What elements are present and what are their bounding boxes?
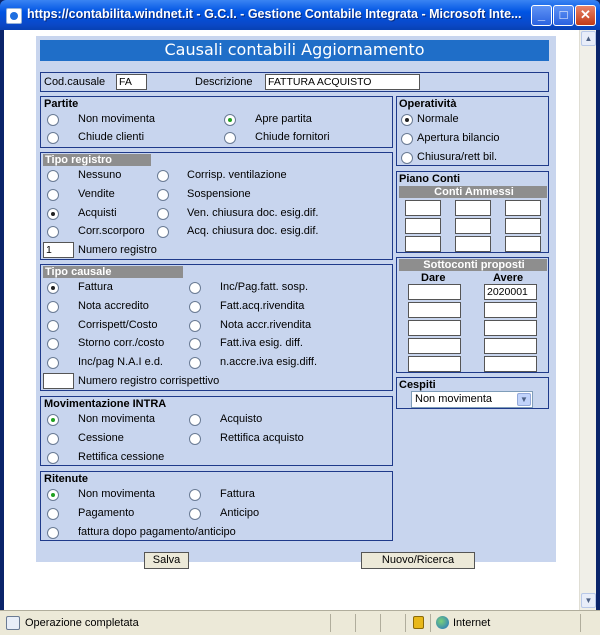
- conto-ammesso-input[interactable]: [505, 236, 541, 252]
- ritenute-fattura-radio[interactable]: [189, 489, 201, 501]
- descrizione-input[interactable]: FATTURA ACQUISTO: [265, 74, 420, 90]
- dare-input[interactable]: [408, 284, 461, 300]
- conto-ammesso-input[interactable]: [505, 218, 541, 234]
- dare-input[interactable]: [408, 302, 461, 318]
- minimize-button[interactable]: _: [531, 5, 552, 26]
- tipo-registro-section: [40, 152, 393, 260]
- intra-option-label: Cessione: [78, 432, 124, 444]
- numero-registro-corrispettivo-input[interactable]: [43, 373, 74, 389]
- registro-option-label: Corrisp. ventilazione: [187, 169, 287, 181]
- intra-section: [40, 396, 393, 466]
- causale-option-label: Fattura: [78, 281, 113, 293]
- causale-nota-accr-rivendita-radio[interactable]: [189, 320, 201, 332]
- conto-ammesso-input[interactable]: [405, 236, 441, 252]
- partite-title: Partite: [44, 98, 79, 110]
- vertical-scrollbar[interactable]: [579, 30, 596, 610]
- cod-causale-row: [40, 72, 549, 92]
- operativita-normale-radio[interactable]: [401, 114, 413, 126]
- ritenute-section: [40, 471, 393, 541]
- ritenute-option-label: Fattura: [220, 488, 255, 500]
- operativita-section: [396, 96, 549, 166]
- registro-corrisp-ventilazione-radio[interactable]: [157, 170, 169, 182]
- intra-option-label: Rettifica cessione: [78, 451, 165, 463]
- conto-ammesso-input[interactable]: [455, 218, 491, 234]
- window-title: https://contabilita.windnet.it - G.C.I. - Gestione Contabile Integrata - Microsoft Inte...: [27, 7, 522, 21]
- ritenute-title: Ritenute: [44, 473, 88, 485]
- ritenute-option-label: fattura dopo pagamento/anticipo: [78, 526, 236, 538]
- conto-ammesso-input[interactable]: [505, 200, 541, 216]
- operativita-apertura-radio[interactable]: [401, 133, 413, 145]
- operativita-title: Operatività: [399, 98, 457, 110]
- causale-option-label: Nota accredito: [78, 300, 149, 312]
- causale-storno-radio[interactable]: [47, 338, 59, 350]
- cod-causale-input[interactable]: FA: [116, 74, 147, 90]
- registro-option-label: Vendite: [78, 188, 115, 200]
- numero-registro-input[interactable]: 1: [43, 242, 74, 258]
- cespiti-select[interactable]: [411, 391, 533, 408]
- ritenute-anticipo-radio[interactable]: [189, 508, 201, 520]
- ritenute-pagamento-radio[interactable]: [47, 508, 59, 520]
- registro-option-label: Ven. chiusura doc. esig.dif.: [187, 207, 319, 219]
- causale-option-label: Fatt.acq.rivendita: [220, 300, 305, 312]
- causale-corrispett-costo-radio[interactable]: [47, 320, 59, 332]
- status-text: Operazione completata: [25, 617, 139, 629]
- window-titlebar: [0, 0, 600, 30]
- ritenute-non-movimenta-radio[interactable]: [47, 489, 59, 501]
- cespiti-section: [396, 377, 549, 409]
- intra-acquisto-radio[interactable]: [189, 414, 201, 426]
- dare-input[interactable]: [408, 338, 461, 354]
- causale-inc-pag-nai-radio[interactable]: [47, 357, 59, 369]
- tipo-registro-title: Tipo registro: [43, 154, 151, 166]
- piano-conti-title: Piano Conti: [399, 173, 461, 185]
- page-icon: [6, 616, 20, 630]
- page-content: [4, 30, 596, 610]
- avere-label: Avere: [493, 272, 524, 284]
- ritenute-option-label: Non movimenta: [78, 488, 156, 500]
- operativita-option-label: Normale: [417, 113, 459, 125]
- avere-input[interactable]: [484, 320, 537, 336]
- causale-fatt-iva-esig-radio[interactable]: [189, 338, 201, 350]
- conto-ammesso-input[interactable]: [455, 236, 491, 252]
- conto-ammesso-input[interactable]: [405, 218, 441, 234]
- registro-option-label: Nessuno: [78, 169, 122, 181]
- maximize-button[interactable]: □: [553, 5, 574, 26]
- causale-n-accre-iva-radio[interactable]: [189, 357, 201, 369]
- causale-option-label: Nota accr.rivendita: [220, 319, 312, 331]
- operativita-chiusura-radio[interactable]: [401, 152, 413, 164]
- partite-option-label: Non movimenta: [78, 113, 156, 125]
- avere-input[interactable]: [484, 356, 537, 372]
- partite-chiude-clienti-radio[interactable]: [47, 132, 59, 144]
- page-title: Causali contabili Aggiornamento: [40, 40, 549, 61]
- conto-ammesso-input[interactable]: [405, 200, 441, 216]
- operativita-option-label: Apertura bilancio: [417, 132, 500, 144]
- partite-non-movimenta-radio[interactable]: [47, 114, 59, 126]
- avere-input[interactable]: [484, 302, 537, 318]
- causale-inc-pag-sosp-radio[interactable]: [189, 282, 201, 294]
- dare-input[interactable]: [408, 356, 461, 372]
- conti-ammessi-header: Conti Ammessi: [399, 186, 547, 198]
- numero-registro-label: Numero registro: [78, 244, 157, 256]
- causale-option-label: Inc/pag N.A.I e.d.: [78, 356, 163, 368]
- partite-chiude-fornitori-radio[interactable]: [224, 132, 236, 144]
- chevron-down-icon[interactable]: ▼: [517, 393, 531, 406]
- conto-ammesso-input[interactable]: [455, 200, 491, 216]
- status-bar: [0, 610, 600, 635]
- dare-input[interactable]: [408, 320, 461, 336]
- registro-sospensione-radio[interactable]: [157, 189, 169, 201]
- scroll-down-icon[interactable]: ▼: [581, 593, 596, 608]
- causale-fattura-radio[interactable]: [47, 282, 59, 294]
- registro-option-label: Corr.scorporo: [78, 225, 145, 237]
- tipo-causale-title: Tipo causale: [43, 266, 183, 278]
- partite-apre-partita-radio[interactable]: [224, 114, 236, 126]
- avere-input[interactable]: 2020001: [484, 284, 537, 300]
- intra-option-label: Non movimenta: [78, 413, 156, 425]
- causale-nota-accredito-radio[interactable]: [47, 301, 59, 313]
- causale-option-label: n.accre.iva esig.diff.: [220, 356, 318, 368]
- piano-conti-section: [396, 171, 549, 253]
- causale-fatt-acq-rivendita-radio[interactable]: [189, 301, 201, 313]
- tipo-causale-section: [40, 264, 393, 391]
- registro-corr-scorporo-radio[interactable]: [47, 226, 59, 238]
- sottoconti-title: Sottoconti proposti: [399, 259, 547, 271]
- globe-icon: [436, 616, 449, 629]
- partite-option-label: Chiude clienti: [78, 131, 145, 143]
- lock-icon: [413, 616, 424, 629]
- operativita-option-label: Chiusura/rett bil.: [417, 151, 498, 163]
- registro-option-label: Sospensione: [187, 188, 251, 200]
- intra-cessione-radio[interactable]: [47, 433, 59, 445]
- intra-title: Movimentazione INTRA: [44, 398, 167, 410]
- intra-option-label: Rettifica acquisto: [220, 432, 304, 444]
- save-button[interactable]: Salva: [144, 552, 189, 569]
- causale-option-label: Storno corr./costo: [78, 337, 165, 349]
- cespiti-select-value: Non movimenta: [415, 393, 493, 405]
- cod-causale-label: Cod.causale: [44, 76, 106, 88]
- registro-option-label: Acq. chiusura doc. esig.dif.: [187, 225, 319, 237]
- browser-icon: [6, 8, 22, 24]
- intra-rettifica-cessione-radio[interactable]: [47, 452, 59, 464]
- cespiti-title: Cespiti: [399, 379, 436, 391]
- partite-section: [40, 96, 393, 148]
- partite-option-label: Chiude fornitori: [255, 131, 330, 143]
- registro-option-label: Acquisti: [78, 207, 117, 219]
- registro-acq-chiusura-radio[interactable]: [157, 226, 169, 238]
- new-search-button[interactable]: Nuovo/Ricerca: [361, 552, 475, 569]
- registro-nessuno-radio[interactable]: [47, 170, 59, 182]
- causale-option-label: Corrispett/Costo: [78, 319, 158, 331]
- dare-label: Dare: [421, 272, 446, 284]
- ritenute-fattura-dopo-radio[interactable]: [47, 527, 59, 539]
- sottoconti-section: [396, 257, 549, 373]
- registro-vendite-radio[interactable]: [47, 189, 59, 201]
- partite-option-label: Apre partita: [255, 113, 312, 125]
- numero-registro-corrispettivo-label: Numero registro corrispettivo: [78, 375, 220, 387]
- intra-non-movimenta-radio[interactable]: [47, 414, 59, 426]
- intra-option-label: Acquisto: [220, 413, 263, 425]
- ritenute-option-label: Anticipo: [220, 507, 260, 519]
- zone-text: Internet: [453, 617, 491, 629]
- close-button[interactable]: ✕: [575, 5, 596, 26]
- causale-option-label: Inc/Pag.fatt. sosp.: [220, 281, 309, 293]
- registro-acquisti-radio[interactable]: [47, 208, 59, 220]
- descrizione-label: Descrizione: [195, 76, 253, 88]
- registro-ven-chiusura-radio[interactable]: [157, 208, 169, 220]
- avere-input[interactable]: [484, 338, 537, 354]
- intra-rettifica-acquisto-radio[interactable]: [189, 433, 201, 445]
- causale-option-label: Fatt.iva esig. diff.: [220, 337, 303, 349]
- ritenute-option-label: Pagamento: [78, 507, 135, 519]
- scroll-up-icon[interactable]: ▲: [581, 31, 596, 46]
